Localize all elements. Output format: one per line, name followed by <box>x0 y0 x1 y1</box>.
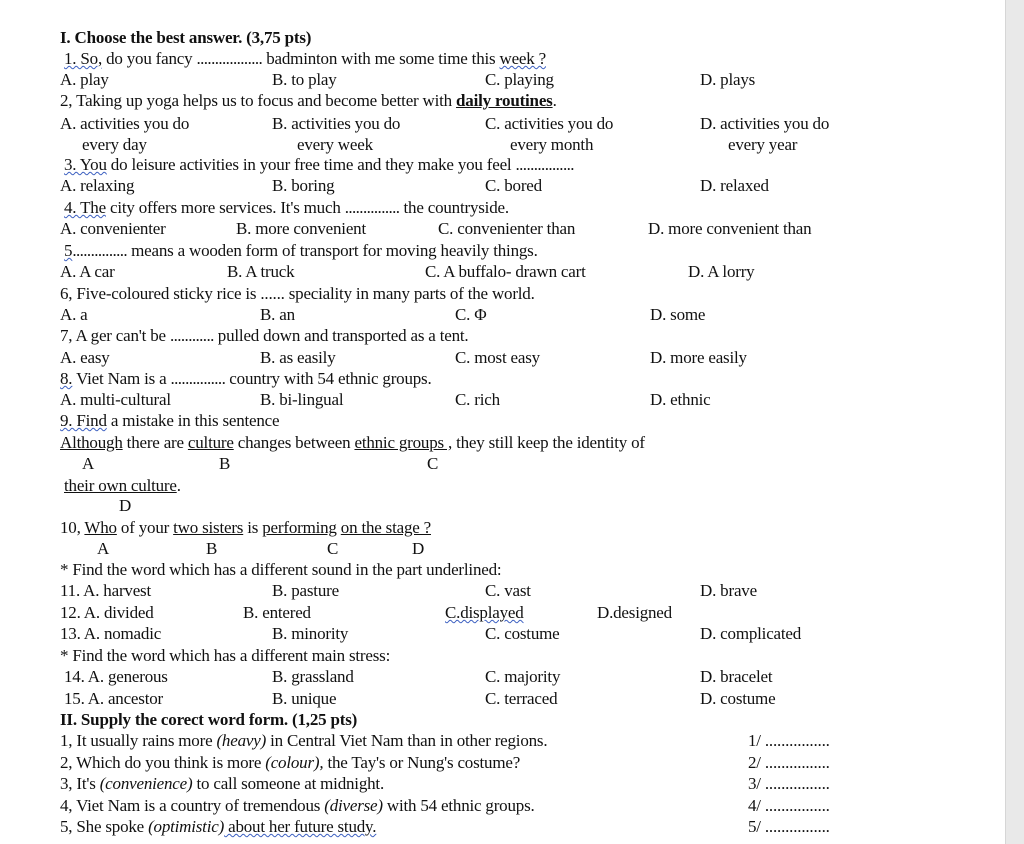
section2-title: II. Supply the corect word form. (1,25 pts) <box>60 710 358 729</box>
q1-option-d: D. plays <box>700 70 756 89</box>
q9-sentence <box>60 432 645 453</box>
q4-end: the countryside. <box>399 198 509 217</box>
q13-option-a: 13. A. nomadic <box>60 624 162 643</box>
question-9 <box>60 410 279 431</box>
q13-option-b: B. minority <box>272 624 349 643</box>
word-form-text: 2, Which do you think is more <box>60 753 266 772</box>
q10-label-a: A <box>97 539 110 558</box>
q5-option-d: D. A lorry <box>688 262 755 281</box>
q6-option-c: C. Φ <box>455 305 487 324</box>
q1-week: week ? <box>499 49 546 68</box>
q5-blank: ............... <box>72 241 128 260</box>
q8-option-a: A. multi-cultural <box>60 390 171 409</box>
q9-label-d: D <box>119 496 132 515</box>
q14-option-d: D. bracelet <box>700 667 773 686</box>
q2-option-a: A. activities you do <box>60 114 190 133</box>
word-form-cue: (convenience) <box>99 774 193 793</box>
find-stress-instruction: * Find the word which has a different main stress: <box>60 646 391 665</box>
question-4 <box>64 197 509 218</box>
q10-part-a: Who <box>84 518 117 537</box>
q9-connector-3: they still keep the identity of <box>452 433 645 452</box>
q8-text2: country with 54 ethnic groups. <box>225 369 432 388</box>
q3-number: 3. You <box>64 155 107 174</box>
q2-option-d-line2: every year <box>728 135 798 154</box>
q4-option-c: C. convenienter than <box>438 219 576 238</box>
q10-connector-2: is <box>243 518 263 537</box>
q11-option-c: C. vast <box>485 581 531 600</box>
q5-option-a: A. A car <box>60 262 115 281</box>
q12-option-b: B. entered <box>243 603 311 622</box>
q11-option-a: 11. A. harvest <box>60 581 151 600</box>
q3-option-a: A. relaxing <box>60 176 135 195</box>
q14-option-b: B. grassland <box>272 667 354 686</box>
question-3 <box>64 154 574 175</box>
q6-option-d: D. some <box>650 305 706 324</box>
q10-part-c: performing <box>262 518 337 537</box>
q9-label-c: C <box>427 454 439 473</box>
q15-option-a: 15. A. ancestor <box>64 689 163 708</box>
q1-option-b: B. to play <box>272 70 337 89</box>
q7-blank: ............ <box>169 326 214 345</box>
q3-blank: ................ <box>515 155 574 174</box>
q14-option-c: C. majority <box>485 667 561 686</box>
q7-option-b: B. as easily <box>260 348 336 367</box>
q8-blank: ............... <box>170 369 226 388</box>
q2-option-d: D. activities you do <box>700 114 830 133</box>
q8-option-d: D. ethnic <box>650 390 711 409</box>
word-form-cue: (diverse) <box>324 796 383 815</box>
q9-part-c: ethnic groups , <box>354 433 453 452</box>
q15-option-d: D. costume <box>700 689 776 708</box>
q1-text2: badminton with me some time this <box>262 49 500 68</box>
word-form-text-end: with 54 ethnic groups. <box>382 796 535 815</box>
section1-title: I. Choose the best answer. (3,75 pts) <box>60 28 312 47</box>
q1-text: do you fancy <box>102 49 197 68</box>
q7-option-a: A. easy <box>60 348 110 367</box>
q3-option-c: C. bored <box>485 176 542 195</box>
q1-blank: .................. <box>196 49 263 68</box>
q8-option-b: B. bi-lingual <box>260 390 344 409</box>
q2-option-c-line2: every month <box>510 135 594 154</box>
question-5 <box>64 240 538 261</box>
q5-number: 5 <box>64 241 73 260</box>
question-8 <box>60 368 432 389</box>
question-2 <box>60 90 557 111</box>
q10-part-b: two sisters <box>173 518 244 537</box>
word-form-cue: (heavy) <box>216 731 267 750</box>
q9-connector-2: changes between <box>233 433 355 452</box>
word-form-item <box>60 816 376 837</box>
word-form-answer-blank: 3/ ................ <box>748 774 830 793</box>
q4-option-d: D. more convenient than <box>648 219 812 238</box>
q9-connector-1: there are <box>122 433 188 452</box>
q9-part-a: Although <box>60 433 123 452</box>
q8-option-c: C. rich <box>455 390 500 409</box>
q7-text: 7, A ger can't be <box>60 326 170 345</box>
word-form-text-end: about her future study. <box>224 817 377 836</box>
q5-text: means a wooden form of transport for moving heavily things. <box>127 241 538 260</box>
q10-part-d: on the stage ? <box>340 518 431 537</box>
q7-option-c: C. most easy <box>455 348 540 367</box>
word-form-answer-blank: 5/ ................ <box>748 817 830 836</box>
word-form-item <box>60 773 384 794</box>
q2-option-b-line2: every week <box>297 135 373 154</box>
word-form-text-end: to call someone at midnight. <box>192 774 384 793</box>
q15-option-c: C. terraced <box>485 689 558 708</box>
q9-label-a: A <box>82 454 95 473</box>
q7-text2: pulled down and transported as a tent. <box>213 326 469 345</box>
question-1 <box>64 48 546 69</box>
q2-option-b: B. activities you do <box>272 114 401 133</box>
q4-number: 4. The <box>64 198 106 217</box>
q10-label-c: C <box>327 539 339 558</box>
q6-option-a: A. a <box>60 305 88 324</box>
q11-option-d: D. brave <box>700 581 757 600</box>
question-7 <box>60 325 468 346</box>
word-form-text: 1, It usually rains more <box>60 731 217 750</box>
vertical-scrollbar[interactable] <box>1005 0 1024 844</box>
q2-text: 2, Taking up yoga helps us to focus and become better with <box>60 91 457 110</box>
q2-emphasis: daily routines <box>456 91 553 110</box>
q4-option-a: A. convenienter <box>60 219 166 238</box>
q6-option-b: B. an <box>260 305 295 324</box>
q13-option-d: D. complicated <box>700 624 802 643</box>
q3-text: do leisure activities in your free time and they make you feel <box>106 155 516 174</box>
word-form-answer-blank: 1/ ................ <box>748 731 830 750</box>
word-form-cue: (colour), <box>265 753 324 772</box>
q1-option-c: C. playing <box>485 70 554 89</box>
question-6: 6, Five-coloured sticky rice is ...... speciality in many parts of the world. <box>60 284 535 303</box>
q15-option-b: B. unique <box>272 689 337 708</box>
word-form-text-end: in Central Viet Nam than in other regions. <box>266 731 548 750</box>
word-form-cue: (optimistic) <box>148 817 225 836</box>
q9-label-b: B <box>219 454 231 473</box>
q7-option-d: D. more easily <box>650 348 747 367</box>
q9-part-d: their own culture <box>64 476 177 495</box>
word-form-text: 5, She spoke <box>60 817 149 836</box>
q13-option-c: C. costume <box>485 624 560 643</box>
q10-connector-1: of your <box>116 518 174 537</box>
q3-option-d: D. relaxed <box>700 176 769 195</box>
q5-option-c: C. A buffalo- drawn cart <box>425 262 586 281</box>
q12-option-c: C.displayed <box>445 603 524 622</box>
q10-number: 10, <box>60 518 85 537</box>
find-sound-instruction: * Find the word which has a different sound in the part underlined: <box>60 560 502 579</box>
q4-blank: ............... <box>344 198 400 217</box>
q4-option-b: B. more convenient <box>236 219 367 238</box>
q3-option-b: B. boring <box>272 176 335 195</box>
q10-label-b: B <box>206 539 218 558</box>
q10-label-d: D <box>412 539 425 558</box>
q1-option-a: A. play <box>60 70 109 89</box>
q5-option-b: B. A truck <box>227 262 295 281</box>
q9-sentence-line2 <box>64 475 181 496</box>
q12-option-d: D.designed <box>597 603 672 622</box>
question-10 <box>60 517 431 538</box>
q8-number: 8. <box>60 369 73 388</box>
q14-option-a: 14. A. generous <box>64 667 168 686</box>
word-form-text: 4, Viet Nam is a country of tremendous <box>60 796 325 815</box>
q4-text: city offers more services. It's much <box>105 198 345 217</box>
word-form-text-end: the Tay's or Nung's costume? <box>323 753 521 772</box>
q12-option-a: 12. A. divided <box>60 603 154 622</box>
q2-end: . <box>552 91 557 110</box>
q9-part-b: culture <box>187 433 234 452</box>
q8-text: Viet Nam is a <box>72 369 171 388</box>
word-form-text: 3, It's <box>60 774 100 793</box>
word-form-item <box>60 730 547 751</box>
word-form-item <box>60 752 520 773</box>
q9-end: . <box>176 476 181 495</box>
q2-option-c: C. activities you do <box>485 114 614 133</box>
q1-number: 1. So, <box>64 49 103 68</box>
word-form-item <box>60 795 535 816</box>
q2-option-a-line2: every day <box>82 135 147 154</box>
q9-number: 9. Find <box>60 411 107 430</box>
word-form-answer-blank: 4/ ................ <box>748 796 830 815</box>
word-form-answer-blank: 2/ ................ <box>748 753 830 772</box>
q9-text: a mistake in this sentence <box>106 411 280 430</box>
q11-option-b: B. pasture <box>272 581 339 600</box>
